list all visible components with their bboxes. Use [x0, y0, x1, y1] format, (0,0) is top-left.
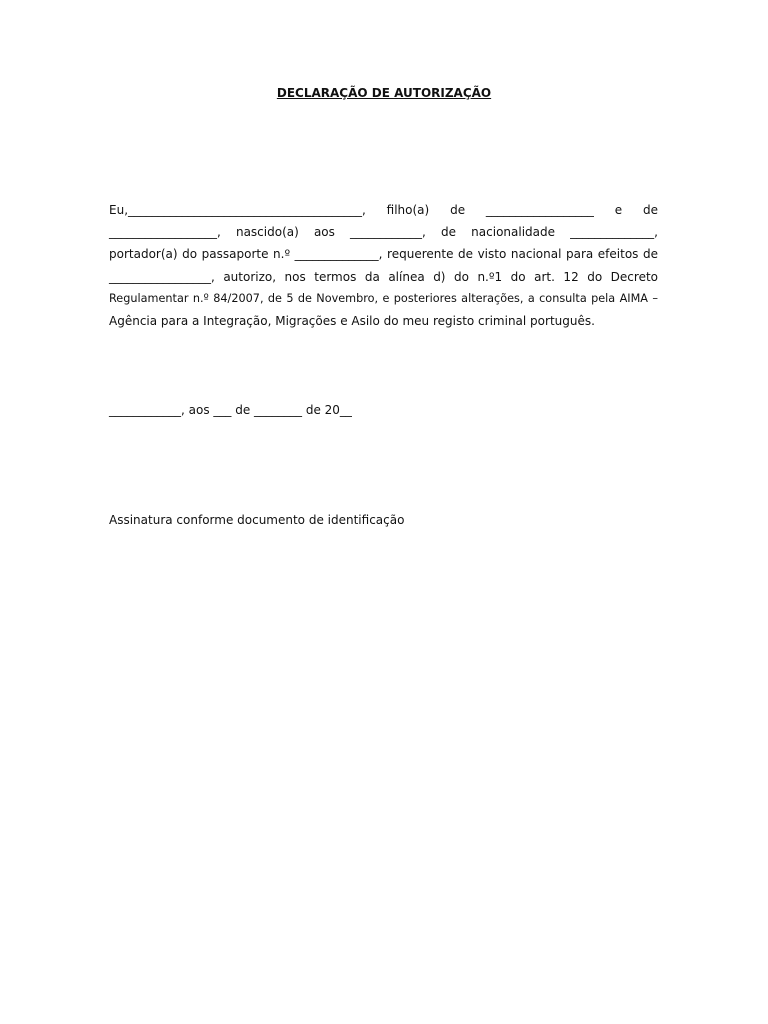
paragraph-line: Eu,_______________________________________, filho(a) de __________________ e de: [109, 203, 658, 217]
paragraph-line: __________________, nascido(a) aos ____________, de nacionalidade ______________,: [109, 225, 658, 240]
document-title: DECLARAÇÃO DE AUTORIZAÇÃO: [276, 86, 492, 100]
signature-label: Assinatura conforme documento de identificação: [109, 513, 405, 527]
paragraph-line: portador(a) do passaporte n.º ______________, requerente de visto nacional para efeitos de: [109, 247, 658, 262]
paragraph-line: _________________, autorizo, nos termos da alínea d) do n.º1 do art. 12 do Decreto: [109, 269, 658, 284]
date-place-line: ____________, aos ___ de ________ de 20__: [109, 403, 352, 417]
paragraph-line: Agência para a Integração, Migrações e Asilo do meu registo criminal português.: [109, 314, 595, 329]
paragraph-line: Regulamentar n.º 84/2007, de 5 de Novembro, e posteriores alterações, a consulta pela AIMA –: [109, 291, 658, 305]
declaration-paragraph: [109, 199, 658, 332]
